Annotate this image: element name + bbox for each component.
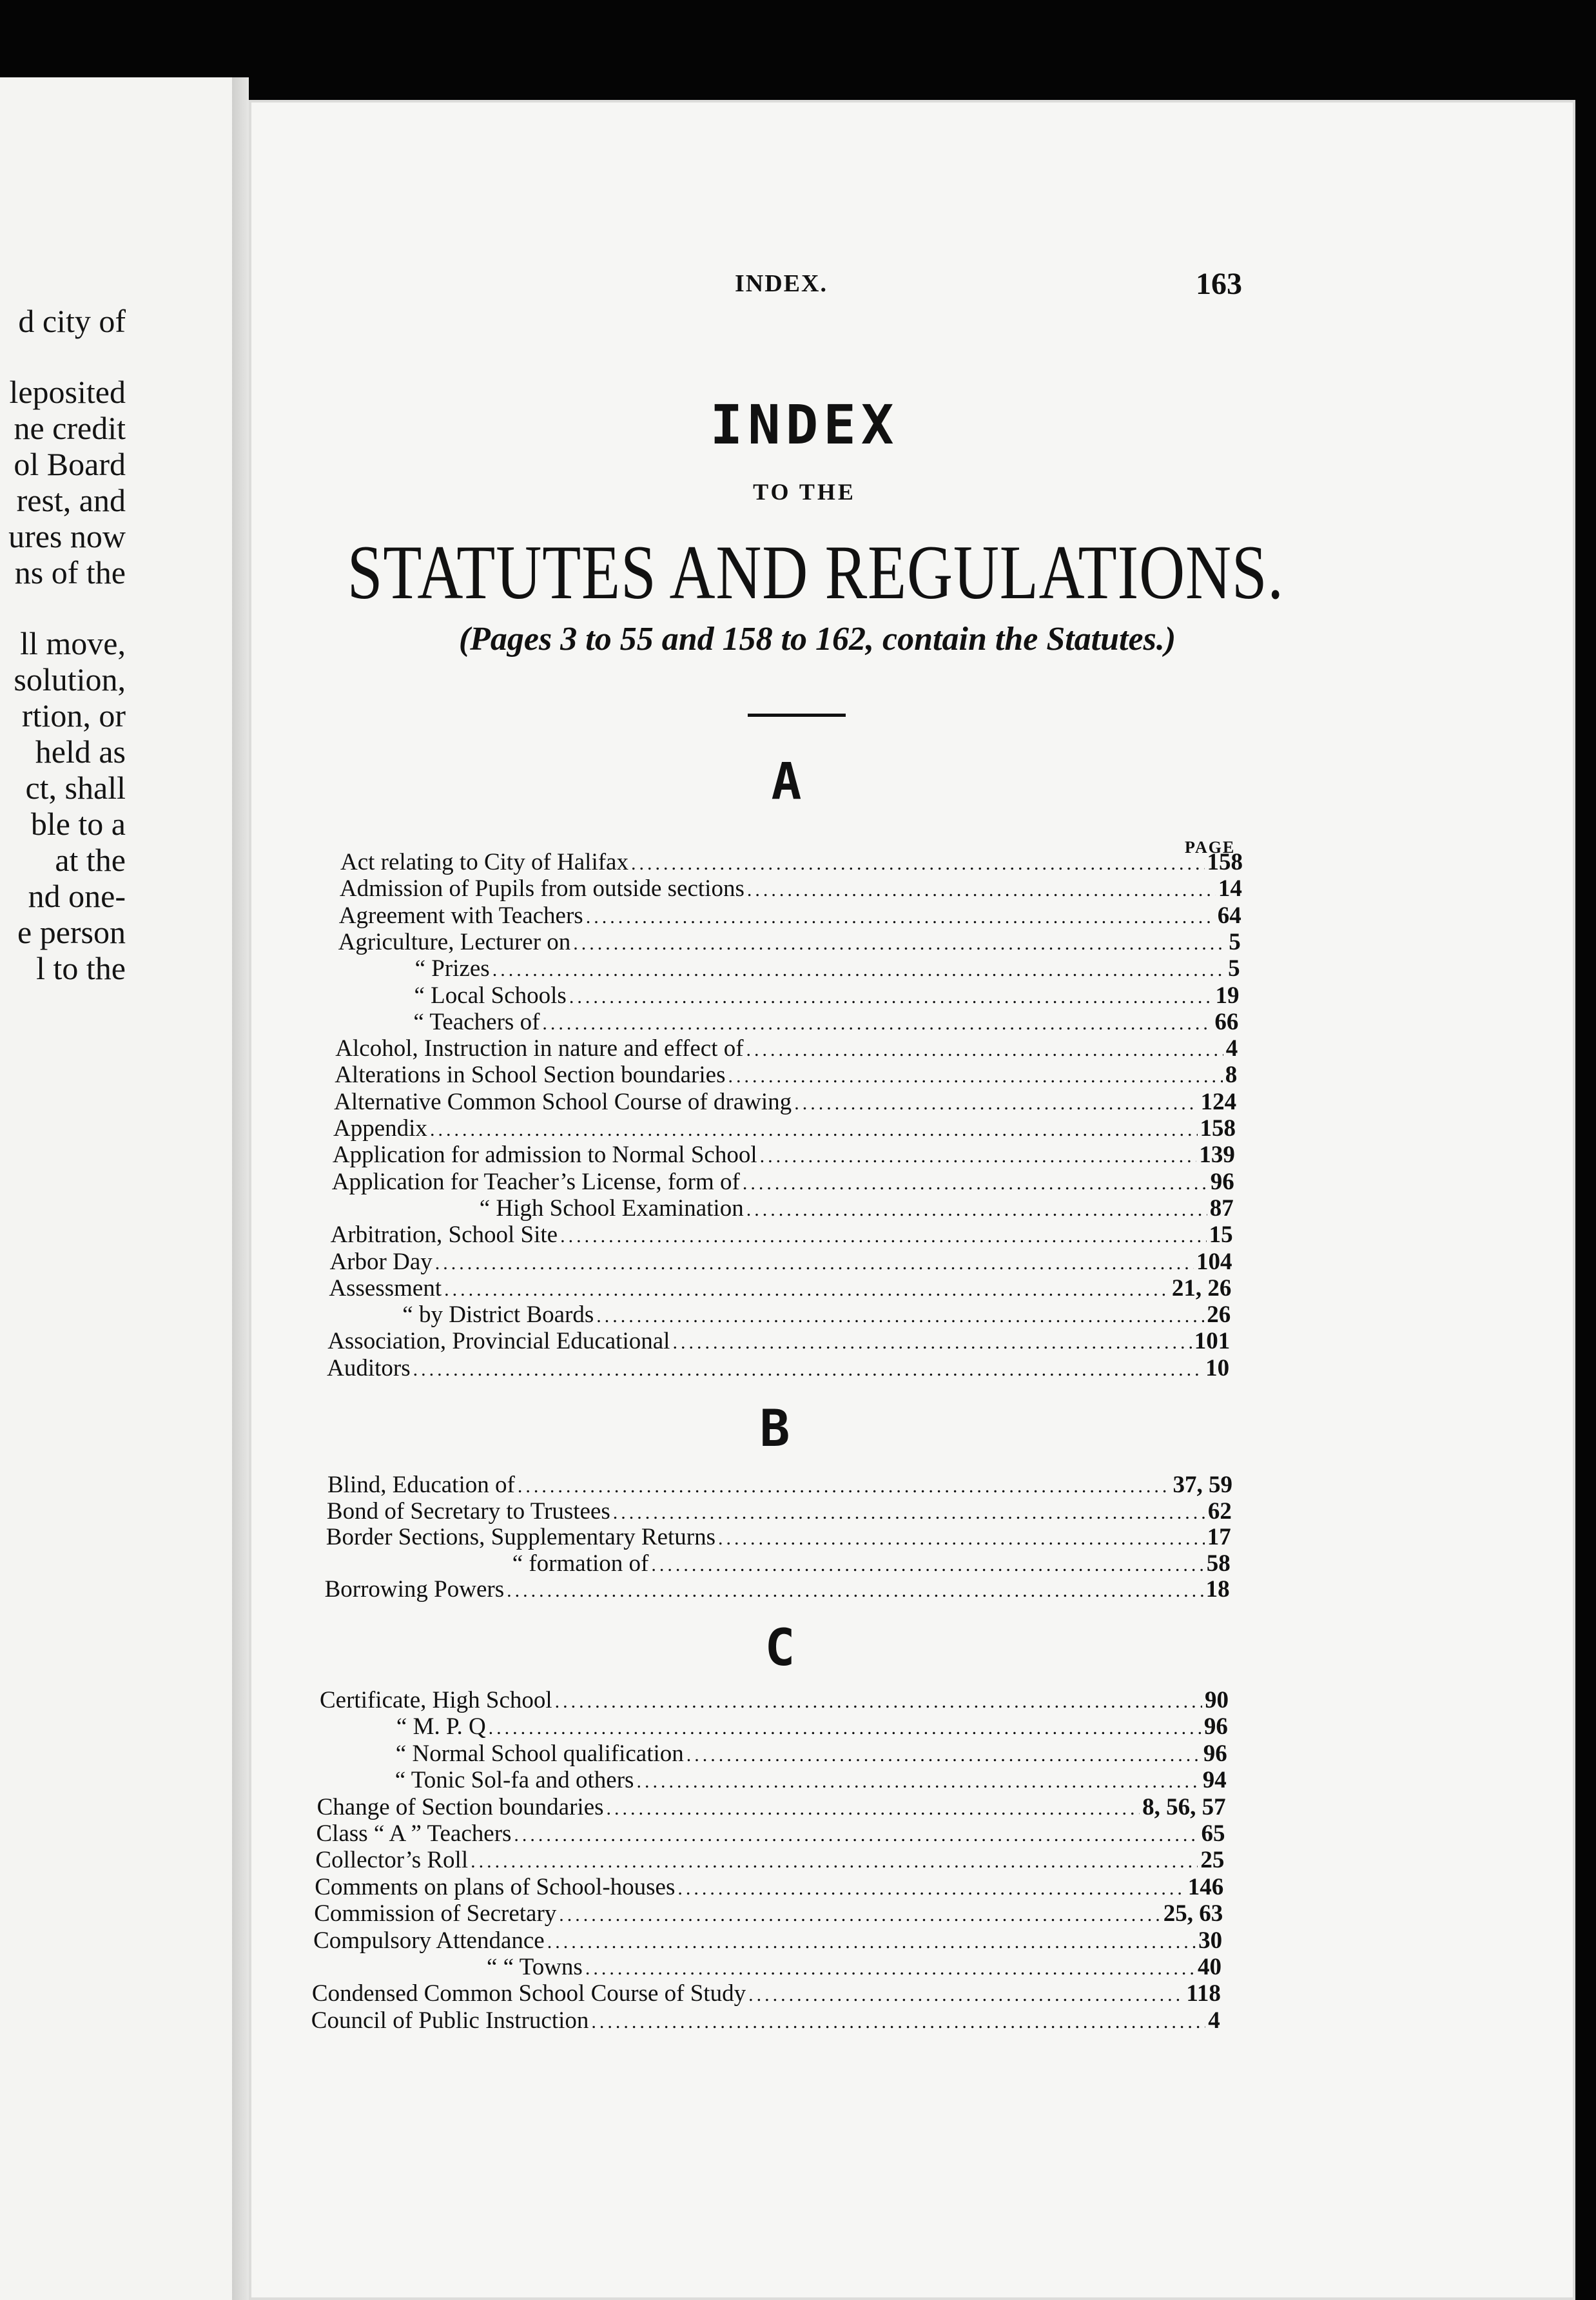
dot-leader (760, 1142, 1197, 1171)
index-entry (327, 1471, 1232, 1499)
entry-page-number: 118 (1186, 1980, 1221, 2007)
dot-leader (743, 1169, 1208, 1198)
entry-page-number: 4 (1225, 1035, 1238, 1062)
entry-page-number: 96 (1203, 1740, 1227, 1767)
entry-topic: Arbitration, School Site (330, 1222, 558, 1249)
entry-page-number: 104 (1196, 1248, 1232, 1275)
index-entry (327, 1327, 1230, 1356)
entry-topic: “ Tonic Sol-fa and others (394, 1767, 634, 1794)
dot-leader (471, 1847, 1198, 1876)
dot-leader (507, 1577, 1203, 1605)
entry-topic: Class “ A ” Teachers (316, 1820, 512, 1847)
running-head: INDEX. (735, 270, 828, 297)
entry-page-number: 62 (1207, 1497, 1232, 1525)
entry-page-number: 139 (1199, 1142, 1235, 1169)
index-entry (331, 1221, 1233, 1249)
entry-topic: Association, Provincial Educational (327, 1328, 670, 1355)
entry-topic: Collector’s Roll (315, 1847, 469, 1874)
index-entry (320, 1686, 1229, 1715)
entry-topic: “ formation of (512, 1550, 649, 1577)
entry-page-number: 158 (1207, 849, 1243, 875)
index-entry (340, 848, 1243, 877)
index-entry (315, 1846, 1224, 1875)
facing-page-line: ble to a (30, 806, 126, 842)
index-entry (327, 1354, 1229, 1383)
entry-topic: Arbor Day (329, 1248, 433, 1275)
index-entry (318, 1740, 1227, 1768)
dot-leader (542, 1009, 1212, 1038)
entry-topic: “ “ Towns (487, 1954, 583, 1980)
dot-leader (444, 1276, 1169, 1304)
entry-topic: Application for admission to Normal School (332, 1142, 757, 1169)
entry-page-number: 21, 26 (1171, 1274, 1232, 1301)
index-entry (336, 1008, 1238, 1037)
subtitle: (Pages 3 to 55 and 158 to 162, contain the Statutes.) (458, 621, 1176, 658)
index-entry (335, 1035, 1238, 1063)
index-entry (337, 982, 1240, 1010)
index-entry (334, 1088, 1236, 1116)
entry-topic: Alterations in School Section boundaries (335, 1062, 726, 1089)
entry-page-number: 26 (1207, 1301, 1231, 1329)
entry-topic: “ by District Boards (402, 1301, 594, 1329)
entry-page-number: 18 (1205, 1576, 1230, 1603)
index-entry (313, 1953, 1221, 1982)
index-entry (330, 1248, 1232, 1276)
dot-leader (613, 1499, 1205, 1527)
entry-topic: “ High School Examination (479, 1194, 744, 1222)
facing-page-line: leposited (9, 374, 126, 410)
dot-leader (794, 1089, 1198, 1118)
entry-page-number: 25, 63 (1163, 1900, 1223, 1927)
dot-leader (569, 983, 1213, 1011)
dot-leader (555, 1688, 1202, 1716)
entry-page-number: 15 (1209, 1222, 1233, 1249)
facing-page-line: ol Board (14, 446, 126, 482)
entry-page-number: 90 (1205, 1687, 1229, 1713)
entry-page-number: 8 (1225, 1062, 1238, 1089)
entry-topic: Change of Section boundaries (316, 1793, 604, 1820)
index-entry (315, 1873, 1223, 1902)
entry-topic: Act relating to City of Halifax (340, 849, 628, 875)
entry-page-number: 4 (1208, 2007, 1220, 2034)
entry-topic: Agreement with Teachers (338, 902, 583, 929)
dot-leader (631, 850, 1205, 878)
entry-topic: Admission of Pupils from outside sections (339, 875, 744, 902)
dot-leader (492, 956, 1225, 984)
entry-topic: “ Teachers of (413, 1008, 540, 1035)
page-column-header: PAGE (1185, 838, 1236, 857)
dot-leader (559, 1901, 1160, 1929)
entry-page-number: 64 (1217, 902, 1241, 929)
index-entry (326, 1550, 1231, 1578)
entry-page-number: 124 (1200, 1088, 1237, 1115)
dot-leader (591, 2008, 1205, 2036)
entry-page-number: 96 (1203, 1713, 1228, 1740)
entry-topic: Alternative Common School Course of drawing (334, 1088, 792, 1115)
entry-page-number: 87 (1209, 1194, 1234, 1222)
facing-page-line: rtion, or (21, 697, 126, 734)
page-number: 163 (1196, 267, 1242, 301)
facing-page-line: rest, and (16, 482, 126, 518)
facing-page-line: l to the (36, 950, 126, 986)
entry-topic: Condensed Common School Course of Study (311, 1980, 746, 2007)
index-title: INDEX (710, 393, 899, 456)
entry-topic: Alcohol, Instruction in nature and effect of (335, 1035, 744, 1062)
index-entry (316, 1820, 1225, 1848)
index-entry (311, 2007, 1220, 2035)
entry-topic: Borrowing Powers (324, 1576, 505, 1603)
divider-rule (748, 714, 846, 717)
entry-topic: “ Local Schools (414, 982, 567, 1009)
dot-leader (586, 903, 1215, 931)
entry-page-number: 65 (1201, 1820, 1225, 1847)
index-entry (340, 875, 1242, 903)
entry-page-number: 94 (1202, 1767, 1227, 1794)
entry-topic: Application for Teacher’s License, form of (331, 1168, 740, 1195)
entry-topic: Assessment (329, 1274, 442, 1301)
dot-leader (746, 1036, 1223, 1064)
facing-page-line: ns of the (14, 554, 126, 590)
dot-leader (596, 1302, 1204, 1330)
dot-leader (413, 1356, 1203, 1384)
dot-leader (636, 1768, 1200, 1796)
entry-page-number: 10 (1205, 1354, 1230, 1381)
entry-topic: “ Normal School qualification (395, 1740, 684, 1767)
index-entry (335, 1061, 1237, 1089)
main-title: STATUTES AND REGULATIONS. (347, 529, 1284, 615)
entry-page-number: 101 (1194, 1328, 1231, 1355)
index-entry (317, 1793, 1226, 1822)
index-entry (319, 1713, 1228, 1741)
entry-page-number: 40 (1198, 1954, 1221, 1980)
dot-leader (607, 1795, 1140, 1823)
facing-page-line: ct, shall (25, 770, 126, 806)
dot-leader (547, 1928, 1196, 1956)
entry-topic: Appendix (333, 1115, 427, 1142)
index-entry (314, 1900, 1223, 1928)
title-connector: TO THE (753, 479, 856, 505)
entry-topic: Border Sections, Supplementary Returns (326, 1524, 716, 1550)
entry-topic: Comments on plans of School-houses (315, 1873, 676, 1900)
entry-page-number: 5 (1229, 928, 1241, 955)
facing-page-line: e person (17, 914, 126, 950)
entry-topic: Agriculture, Lecturer on (338, 928, 571, 955)
index-entry (331, 1194, 1234, 1223)
dot-leader (728, 1062, 1222, 1091)
index-entry (326, 1523, 1231, 1552)
entry-page-number: 25 (1200, 1847, 1225, 1874)
dot-leader (489, 1714, 1202, 1742)
dot-leader (747, 876, 1216, 904)
entry-topic: Council of Public Instruction (311, 2007, 589, 2034)
index-entry (325, 1575, 1230, 1604)
entry-topic: Compulsory Attendance (313, 1927, 545, 1954)
entry-topic: Commission of Secretary (314, 1900, 557, 1927)
entry-topic: “ M. P. Q (396, 1713, 486, 1740)
index-entry (318, 1766, 1227, 1795)
facing-page-line: held as (35, 734, 126, 770)
index-entry (338, 955, 1240, 983)
index-entry (332, 1168, 1234, 1196)
facing-page-line: ne credit (14, 410, 126, 446)
facing-page-line: at the (55, 842, 126, 878)
dot-leader (585, 1954, 1195, 1983)
section-letter-b: B (759, 1400, 790, 1458)
index-entry (329, 1274, 1231, 1303)
entry-page-number: 66 (1214, 1008, 1239, 1035)
index-entry (339, 902, 1241, 930)
facing-page-line: solution, (14, 661, 126, 697)
entry-page-number: 58 (1206, 1550, 1231, 1577)
entry-topic: “ Prizes (414, 955, 490, 982)
dot-leader (746, 1196, 1207, 1224)
facing-page-line: ures now (8, 518, 126, 554)
index-entry (327, 1497, 1232, 1526)
entry-topic: Bond of Secretary to Trustees (326, 1497, 610, 1525)
dot-leader (686, 1741, 1201, 1769)
index-entry (328, 1301, 1231, 1329)
dot-leader (560, 1222, 1207, 1251)
dot-leader (672, 1329, 1191, 1357)
entry-page-number: 17 (1207, 1524, 1231, 1550)
dot-leader (651, 1551, 1203, 1579)
dot-leader (573, 930, 1226, 958)
entry-page-number: 30 (1198, 1927, 1223, 1954)
entry-topic: Auditors (327, 1354, 411, 1381)
entry-page-number: 5 (1228, 955, 1240, 982)
entry-page-number: 96 (1210, 1168, 1234, 1195)
facing-page-line: ll move, (20, 625, 126, 661)
dot-leader (718, 1525, 1205, 1553)
index-entry (333, 1115, 1236, 1143)
dot-leader (514, 1821, 1198, 1849)
dot-leader (748, 1981, 1183, 2009)
dot-leader (518, 1472, 1171, 1501)
entry-page-number: 146 (1187, 1873, 1224, 1900)
index-entry (313, 1927, 1222, 1955)
dot-leader (430, 1116, 1198, 1144)
index-entry (333, 1141, 1235, 1169)
entry-topic: Certificate, High School (320, 1687, 552, 1713)
entry-page-number: 158 (1200, 1115, 1236, 1142)
entry-page-number: 14 (1218, 875, 1242, 902)
dot-leader (435, 1249, 1194, 1278)
dot-leader (677, 1875, 1185, 1903)
entry-topic: Blind, Education of (327, 1472, 515, 1498)
entry-page-number: 19 (1215, 982, 1240, 1009)
index-entry (312, 1980, 1221, 2008)
entry-page-number: 37, 59 (1173, 1472, 1232, 1498)
section-letter-c: C (764, 1619, 795, 1677)
section-letter-a: A (771, 753, 802, 811)
facing-page-line: nd one- (28, 878, 126, 914)
entry-page-number: 8, 56, 57 (1142, 1793, 1226, 1820)
facing-page-line: d city of (18, 303, 126, 339)
index-entry (338, 928, 1241, 957)
